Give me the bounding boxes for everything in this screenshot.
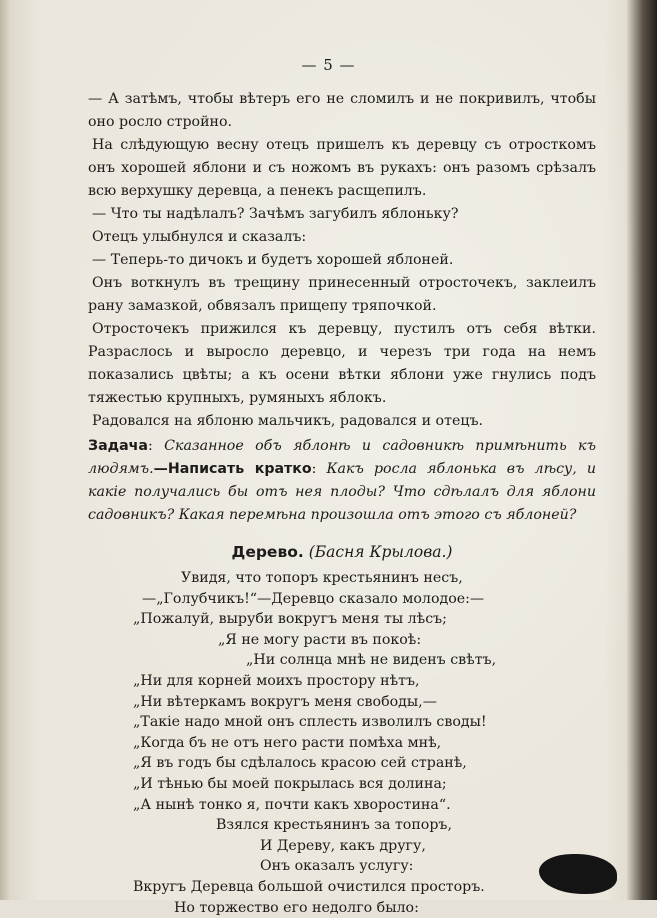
page-edge-shadow xyxy=(0,0,10,900)
fable-subtitle: (Басня Крылова.) xyxy=(309,543,453,561)
fable-poem xyxy=(88,568,596,918)
page-number: — 5 — xyxy=(0,56,657,74)
poem-line: „Когда бъ не отъ него расти помѣха мнѣ, xyxy=(88,733,596,754)
poem-line: —„Голубчикъ!“—Деревцо сказало молодое:— xyxy=(88,589,596,610)
book-spine-shadow xyxy=(626,0,657,900)
poem-line: „И тѣнью бы моей покрылась вся долина; xyxy=(88,774,596,795)
poem-line: „Я въ годъ бы сдѣлалось красою сей странѣ, xyxy=(88,753,596,774)
task-text: Какъ росла яблонька въ лѣсу, и какіе получались бы отъ нея плоды? Что сдѣлалъ для яблони садовникъ? Какая перемѣна произошла отъ этого съ яблоней? xyxy=(88,461,596,523)
poem-line: „Ни солнца мнѣ не виденъ свѣтъ, xyxy=(88,650,596,671)
paragraph: — Теперь-то дичокъ и будетъ хорошей яблоней. xyxy=(88,249,596,272)
paragraph: Радовался на яблоню мальчикъ, радовался и отецъ. xyxy=(88,410,596,433)
paragraph: — Что ты надѣлалъ? Зачѣмъ загубилъ яблоньку? xyxy=(88,203,596,226)
fable-title: Дерево. xyxy=(232,543,304,561)
paragraph: Отецъ улыбнулся и сказалъ: xyxy=(88,226,596,249)
text-body xyxy=(88,88,596,918)
poem-line: „Ни вѣтеркамъ вокругъ меня свободы,— xyxy=(88,692,596,713)
poem-line: „Я не могу расти въ покоѣ: xyxy=(88,630,596,651)
poem-line: Но торжество его недолго было: xyxy=(88,898,596,918)
paragraph: Отросточекъ прижился къ деревцу, пустилъ отъ себя вѣтки. Разраслось и выросло деревцо, и черезъ три года на немъ показались цвѣты; а къ осени вѣтки яблони уже гнулись подъ тяжестью крупныхъ, румяныхъ яблокъ. xyxy=(88,318,596,410)
task-separator: — xyxy=(154,461,168,477)
poem-line: Увидя, что топоръ крестьянинъ несъ, xyxy=(88,568,596,589)
task-label: Задача xyxy=(88,438,148,454)
task-text: Сказанное объ яблонѣ и садовникѣ примѣнить къ людямъ. xyxy=(88,438,596,477)
poem-line: „Такіе надо мной онъ сплесть изволилъ своды! xyxy=(88,712,596,733)
paragraph: На слѣдующую весну отецъ пришелъ къ деревцу съ отросткомъ онъ хорошей яблони и съ ножомъ въ рукахъ: онъ разомъ срѣзалъ всю верхушку деревца, а пенекъ расщепилъ. xyxy=(88,134,596,203)
poem-line: Вкругъ Деревца большой очистился просторъ. xyxy=(88,877,596,898)
fable-heading xyxy=(88,541,596,564)
poem-line: И Дереву, какъ другу, xyxy=(88,836,596,857)
task-block xyxy=(88,435,596,527)
task-separator: : xyxy=(312,461,327,477)
paragraph: Онъ воткнулъ въ трещину принесенный отросточекъ, заклеилъ рану замазкой, обвязалъ прищепу тряпочкой. xyxy=(88,272,596,318)
paragraph: — А затѣмъ, чтобы вѣтеръ его не сломилъ и не покривилъ, чтобы оно росло стройно. xyxy=(88,88,596,134)
task-separator: : xyxy=(148,438,164,454)
task-label: Написать кратко xyxy=(168,461,312,477)
poem-line: „Ни для корней моихъ простору нѣтъ, xyxy=(88,671,596,692)
poem-line: Онъ оказалъ услугу: xyxy=(88,856,596,877)
poem-line: „А нынѣ тонко я, почти какъ хворостина“. xyxy=(88,795,596,816)
poem-line: „Пожалуй, выруби вокругъ меня ты лѣсъ; xyxy=(88,609,596,630)
poem-line: Взялся крестьянинъ за топоръ, xyxy=(88,815,596,836)
